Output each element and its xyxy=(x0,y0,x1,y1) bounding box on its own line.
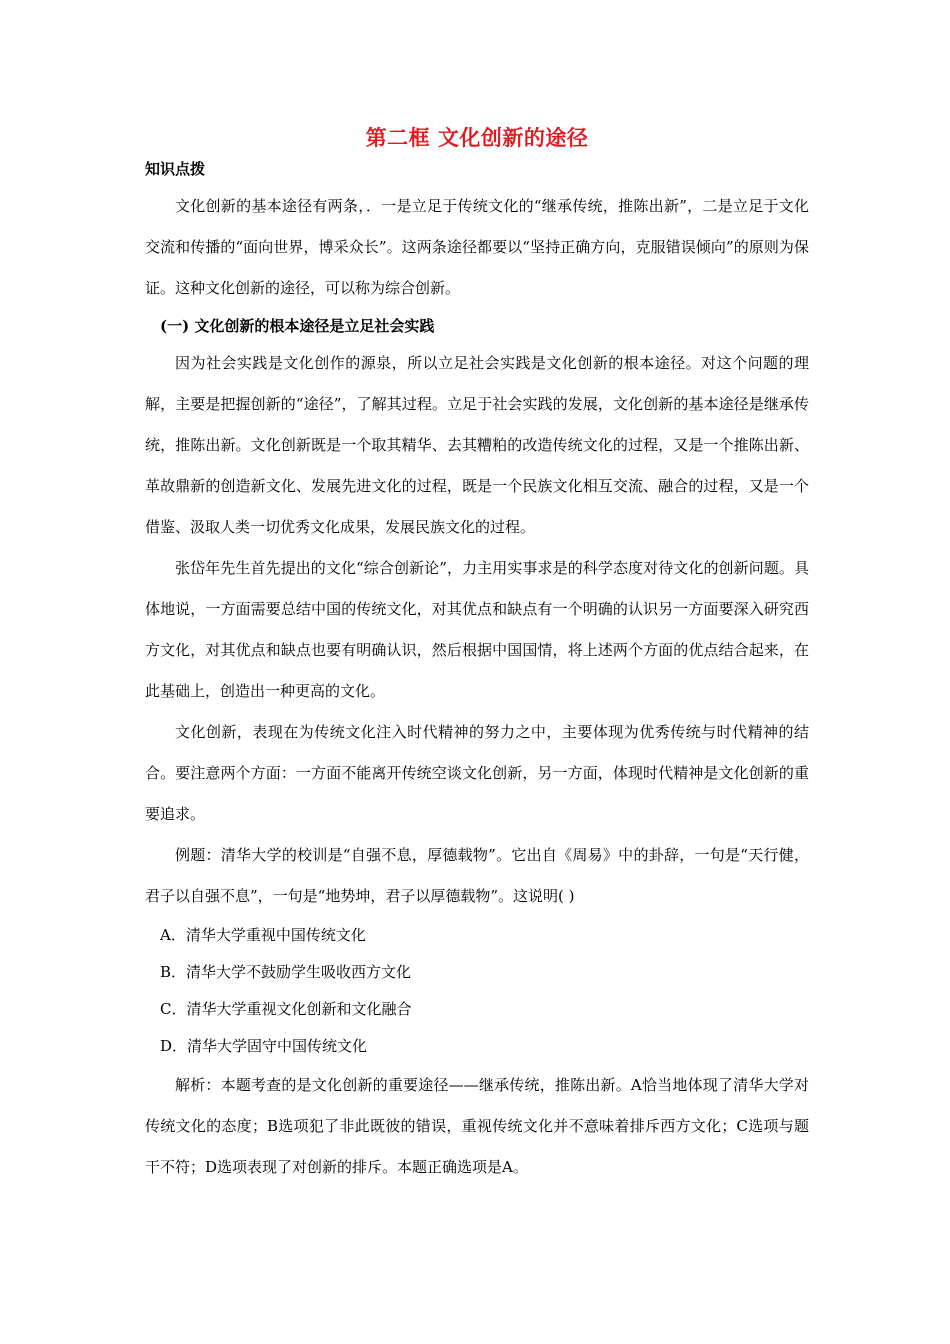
paragraph-tradition-era: 文化创新，表现在为传统文化注入时代精神的努力之中，主要体现为优秀传统与时代精神的结合。要注意两个方面：一方面不能离开传统空谈文化创新，另一方面，体现时代精神是文化创新的重要追求。 xyxy=(145,723,809,823)
option-d: D．清华大学固守中国传统文化 xyxy=(160,1037,368,1055)
answer-options xyxy=(145,917,809,1065)
paragraph-zhang-dainian: 张岱年先生首先提出的文化“综合创新论”，力主用实事求是的科学态度对待文化的创新问题。具体地说，一方面需要总结中国的传统文化，对其优点和缺点有一个明确的认识另一方面要深入研究西方文化，对其优点和缺点也要有明确认识，然后根据中国国情，将上述两个方面的优点结合起来，在此基础上，创造出一种更高的文化。 xyxy=(145,559,809,700)
paragraph-practice: 因为社会实践是文化创作的源泉，所以立足社会实践是文化创新的根本途径。对这个问题的理解，主要是把握创新的“途径”，了解其过程。立足于社会实践的发展，文化创新的基本途径是继承传统，推陈出新。文化创新既是一个取其精华、去其糟粕的改造传统文化的过程，又是一个推陈出新、革故鼎新的创造新文化、发展先进文化的过程，既是一个民族文化相互交流、融合的过程，又是一个借鉴、汲取人类一切优秀文化成果，发展民族文化的过程。 xyxy=(145,354,809,536)
option-b: B．清华大学不鼓励学生吸收西方文化 xyxy=(160,963,412,981)
example-question: 例题：清华大学的校训是“自强不息，厚德载物”。它出自《周易》中的卦辞，一句是“天行健，君子以自强不息”，一句是“地势坤，君子以厚德载物”。这说明( ) xyxy=(145,846,809,905)
section-heading: 知识点拨 xyxy=(145,160,206,178)
document-page xyxy=(145,118,809,1188)
option-c: C．清华大学重视文化创新和文化融合 xyxy=(160,1000,412,1018)
subsection-heading: (一) 文化创新的根本途径是立足社会实践 xyxy=(160,317,435,335)
page-title: 第二框 文化创新的途径 xyxy=(365,125,589,150)
analysis-paragraph: 解析：本题考查的是文化创新的重要途径——继承传统，推陈出新。A恰当地体现了清华大学对传统文化的态度；B选项犯了非此既彼的错误，重视传统文化并不意味着排斥西方文化；C选项与题干不符；D选项表现了对创新的排斥。本题正确选项是A。 xyxy=(145,1076,809,1176)
option-a: A．清华大学重视中国传统文化 xyxy=(160,926,366,944)
paragraph-intro: 文化创新的基本途径有两条，．一是立足于传统文化的“继承传统，推陈出新”，二是立足于文化交流和传播的“面向世界，博采众长”。这两条途径都要以“坚持正确方向，克服错误倾向”的原则为保证。这种文化创新的途径，可以称为综合创新。 xyxy=(145,197,809,297)
